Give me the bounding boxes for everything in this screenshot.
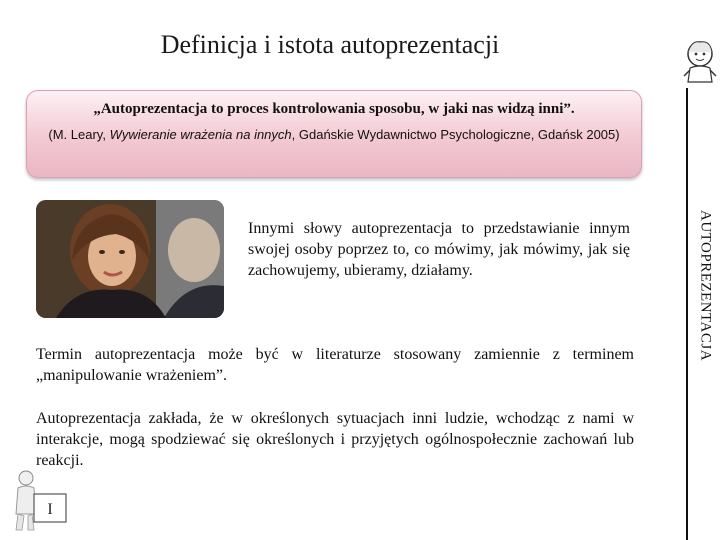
quote-text: „Autoprezentacja to proces kontrolowania sposobu, w jaki nas widzą inni”. bbox=[93, 101, 575, 117]
photo-illustration bbox=[36, 200, 224, 318]
paragraph-definition: Innymi słowy autoprezentacja to przedstawianie innym swojej osoby poprzez to, co mówimy, jak mówimy, jak się zachowujemy, ubieramy, działamy. bbox=[248, 220, 630, 279]
citation-book-title: Wywieranie wrażenia na innych bbox=[109, 127, 292, 142]
citation-prefix: (M. Leary, bbox=[48, 127, 110, 142]
side-label: AUTOPREZENTACJA bbox=[697, 210, 714, 362]
paragraph-assumption: Autoprezentacja zakłada, że w określonych sytuacjach inni ludzie, wchodząc z nami w interakcje, mogą spodziewać się określonych i przyjętych ogólnospołecznie zachowań lub reakcji. bbox=[36, 410, 634, 469]
board-label: I bbox=[47, 501, 53, 518]
woman-portrait-photo bbox=[36, 200, 224, 318]
paragraph-term: Termin autoprezentacja może być w literaturze stosowany zamiennie z terminem „manipulowanie wrażeniem”. bbox=[36, 346, 634, 384]
cartoon-figure-icon bbox=[680, 38, 720, 86]
quote-box bbox=[26, 90, 642, 178]
citation-suffix: , Gdańskie Wydawnictwo Psychologiczne, Gdańsk 2005) bbox=[291, 127, 620, 142]
quote-citation bbox=[27, 127, 641, 142]
slide-title: Definicja i istota autoprezentacji bbox=[160, 30, 500, 59]
figure-with-board-icon bbox=[6, 470, 68, 534]
